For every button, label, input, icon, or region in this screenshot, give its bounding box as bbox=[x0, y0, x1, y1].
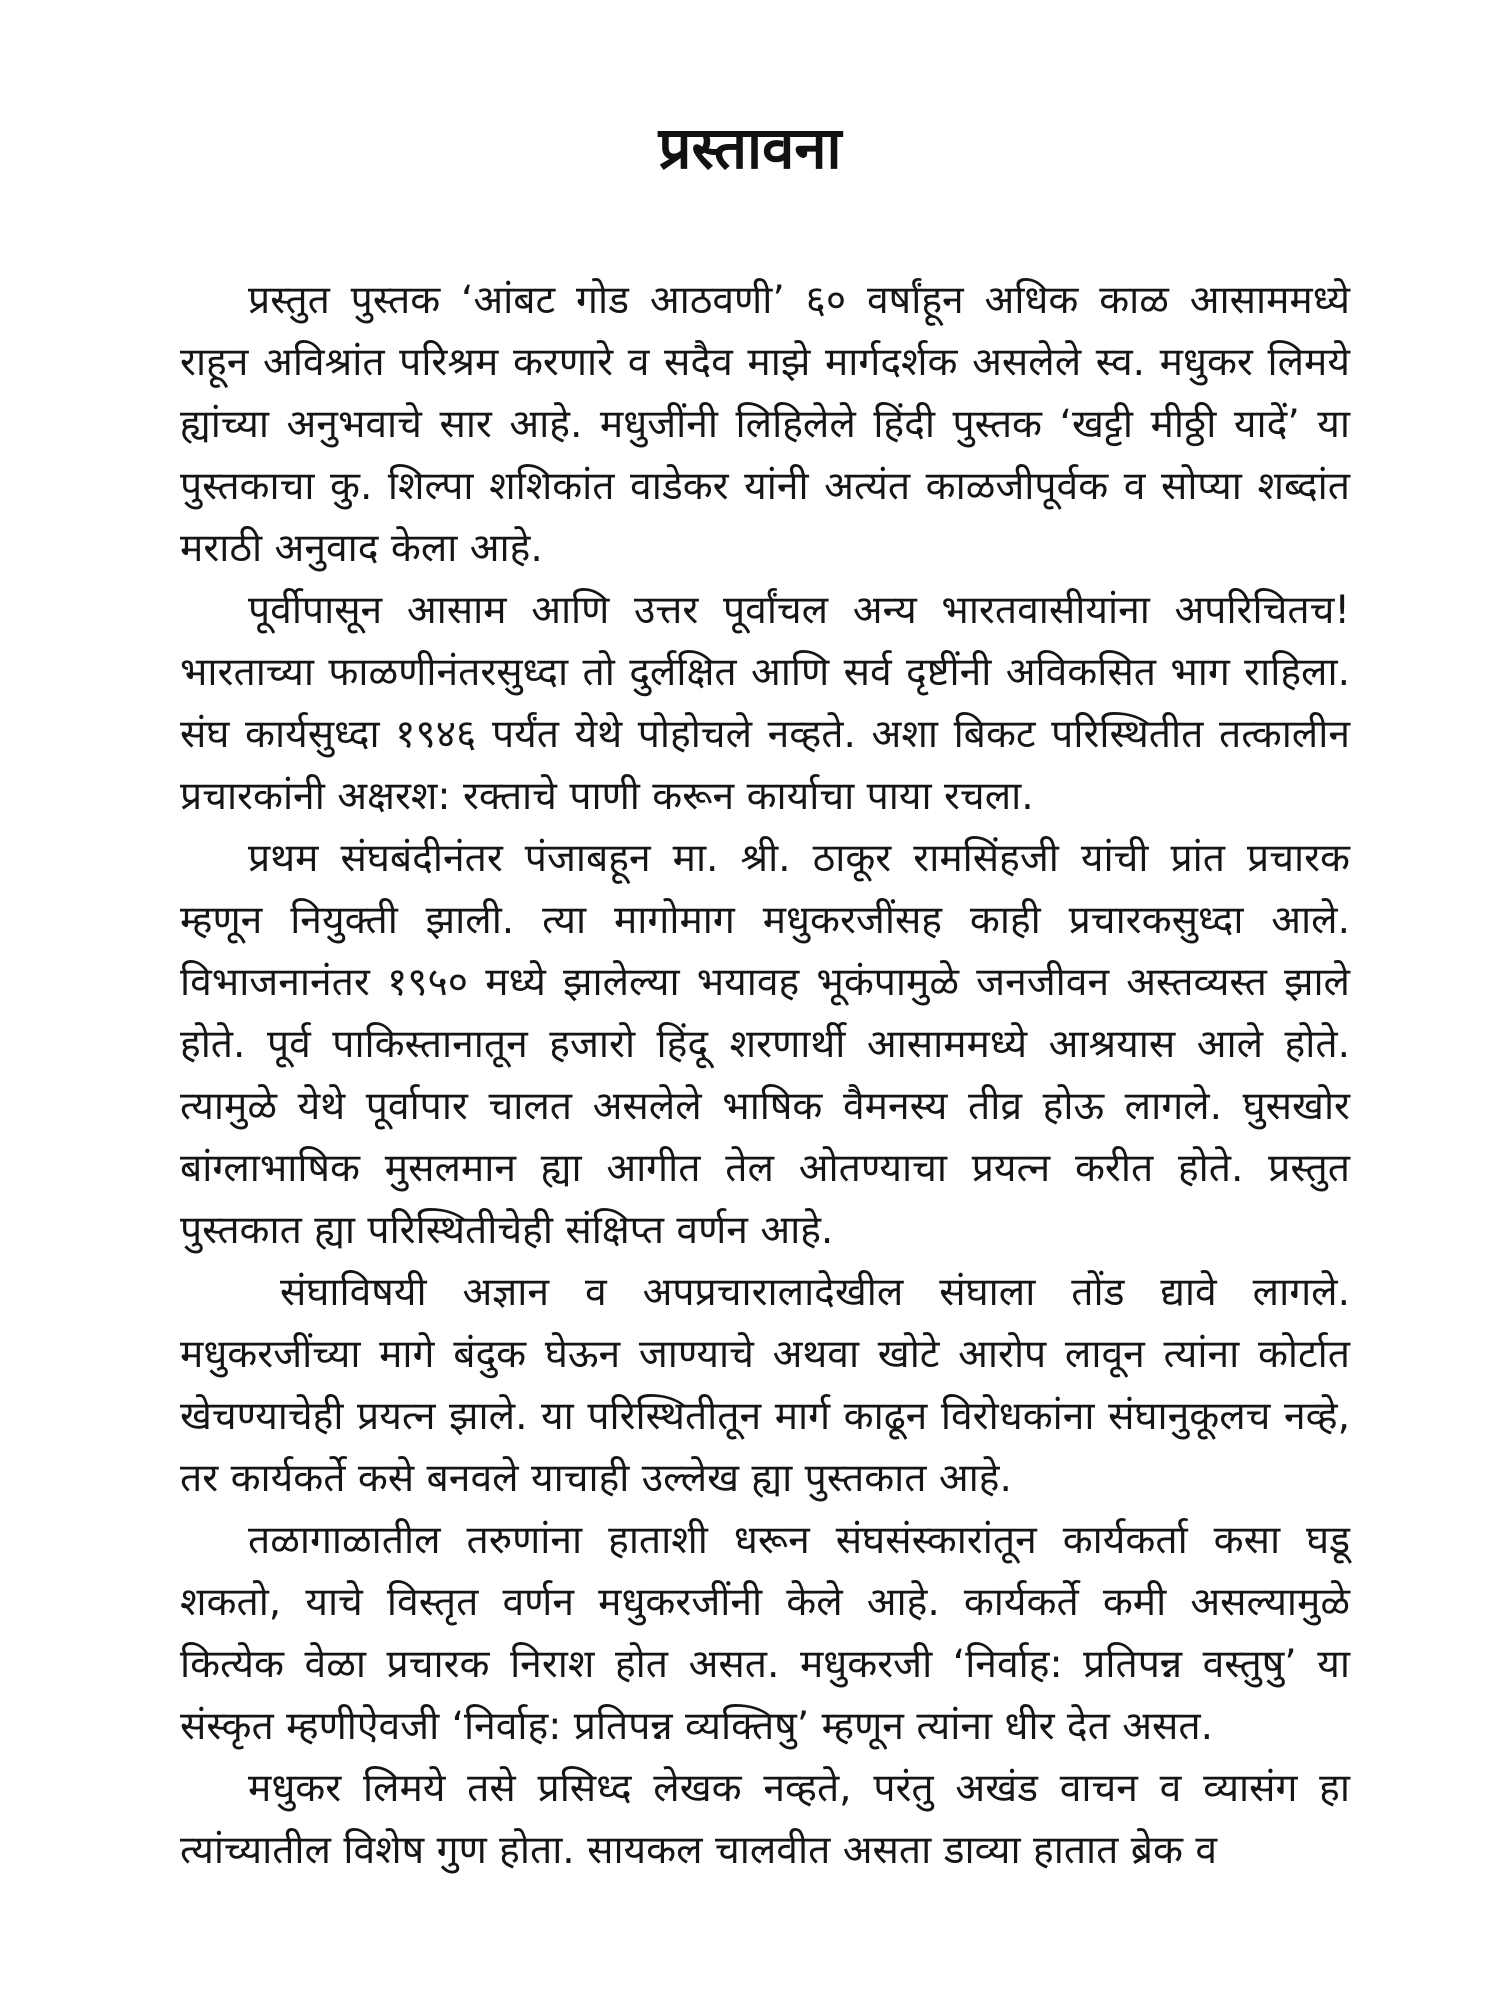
document-body bbox=[180, 270, 1350, 1882]
paragraph-author-qualities: मधुकर लिमये तसे प्रसिध्द लेखक नव्हते, परंतु अखंड वाचन व व्यासंग हा त्यांच्यातील विशेष गुण होता. सायकल चालवीत असता डाव्या हातात ब्रेक व bbox=[180, 1766, 1350, 1873]
paragraph-introduction: प्रस्तुत पुस्तक ‘आंबट गोड आठवणी’ ६० वर्षांहून अधिक काळ आसाममध्ये राहून अविश्रांत परिश्रम करणारे व सदैव माझे मार्गदर्शक असलेले स्व. मधुकर लिमये ह्यांच्या अनुभवाचे सार आहे. मधुजींनी लिहिलेले हिंदी पुस्तक ‘खट्टी मीठ्ठी यादें’ या पुस्तकाचा कु. शिल्पा शशिकांत वाडेकर यांनी अत्यंत काळजीपूर्वक व सोप्या शब्दांत मराठी अनुवाद केला आहे. bbox=[180, 278, 1350, 571]
paragraph-pracharak-arrival: प्रथम संघबंदीनंतर पंजाबहून मा. श्री. ठाकूर रामसिंहजी यांची प्रांत प्रचारक म्हणून नियुक्ती झाली. त्या मागोमाग मधुकरजींसह काही प्रचारकसुध्दा आले. विभाजनानंतर १९५० मध्ये झालेल्या भयावह भूकंपामुळे जनजीवन अस्तव्यस्त झाले होते. पूर्व पाकिस्तानातून हजारो हिंदू शरणार्थी आसाममध्ये आश्रयास आले होते. त्यामुळे येथे पूर्वापार चालत असलेले भाषिक वैमनस्य तीव्र होऊ लागले. घुसखोर बांग्लाभाषिक मुसलमान ह्या आगीत तेल ओतण्याचा प्रयत्न करीत होते. प्रस्तुत पुस्तकात ह्या परिस्थितीचेही संक्षिप्त वर्णन आहे. bbox=[180, 836, 1350, 1253]
page-title: प्रस्तावना bbox=[658, 114, 842, 182]
paragraph-opposition: संघाविषयी अज्ञान व अपप्रचारालादेखील संघाला तोंड द्यावे लागले. मधुकरजींच्या मागे बंदुक घेऊन जाण्याचे अथवा खोटे आरोप लावून त्यांना कोर्टात खेचण्याचेही प्रयत्न झाले. या परिस्थितीतून मार्ग काढून विरोधकांना संघानुकूलच नव्हे, तर कार्यकर्ते कसे बनवले याचाही उल्लेख ह्या पुस्तकात आहे. bbox=[180, 1270, 1350, 1501]
paragraph-assam-background: पूर्वीपासून आसाम आणि उत्तर पूर्वांचल अन्य भारतवासीयांना अपरिचितच! भारताच्या फाळणीनंतरसुध्दा तो दुर्लक्षित आणि सर्व दृष्टींनी अविकसित भाग राहिला. संघ कार्यसुध्दा १९४६ पर्यंत येथे पोहोचले नव्हते. अशा बिकट परिस्थितीत तत्कालीन प्रचारकांनी अक्षरश: रक्ताचे पाणी करून कार्याचा पाया रचला. bbox=[180, 588, 1350, 819]
paragraph-karyakarta-building: तळागाळातील तरुणांना हाताशी धरून संघसंस्कारांतून कार्यकर्ता कसा घडू शकतो, याचे विस्तृत वर्णन मधुकरजींनी केले आहे. कार्यकर्ते कमी असल्यामुळे कित्येक वेळा प्रचारक निराश होत असत. मधुकरजी ‘निर्वाह: प्रतिपन्न वस्तुषु’ या संस्कृत म्हणीऐवजी ‘निर्वाह: प्रतिपन्न व्यक्तिषु’ म्हणून त्यांना धीर देत असत. bbox=[180, 1518, 1350, 1749]
